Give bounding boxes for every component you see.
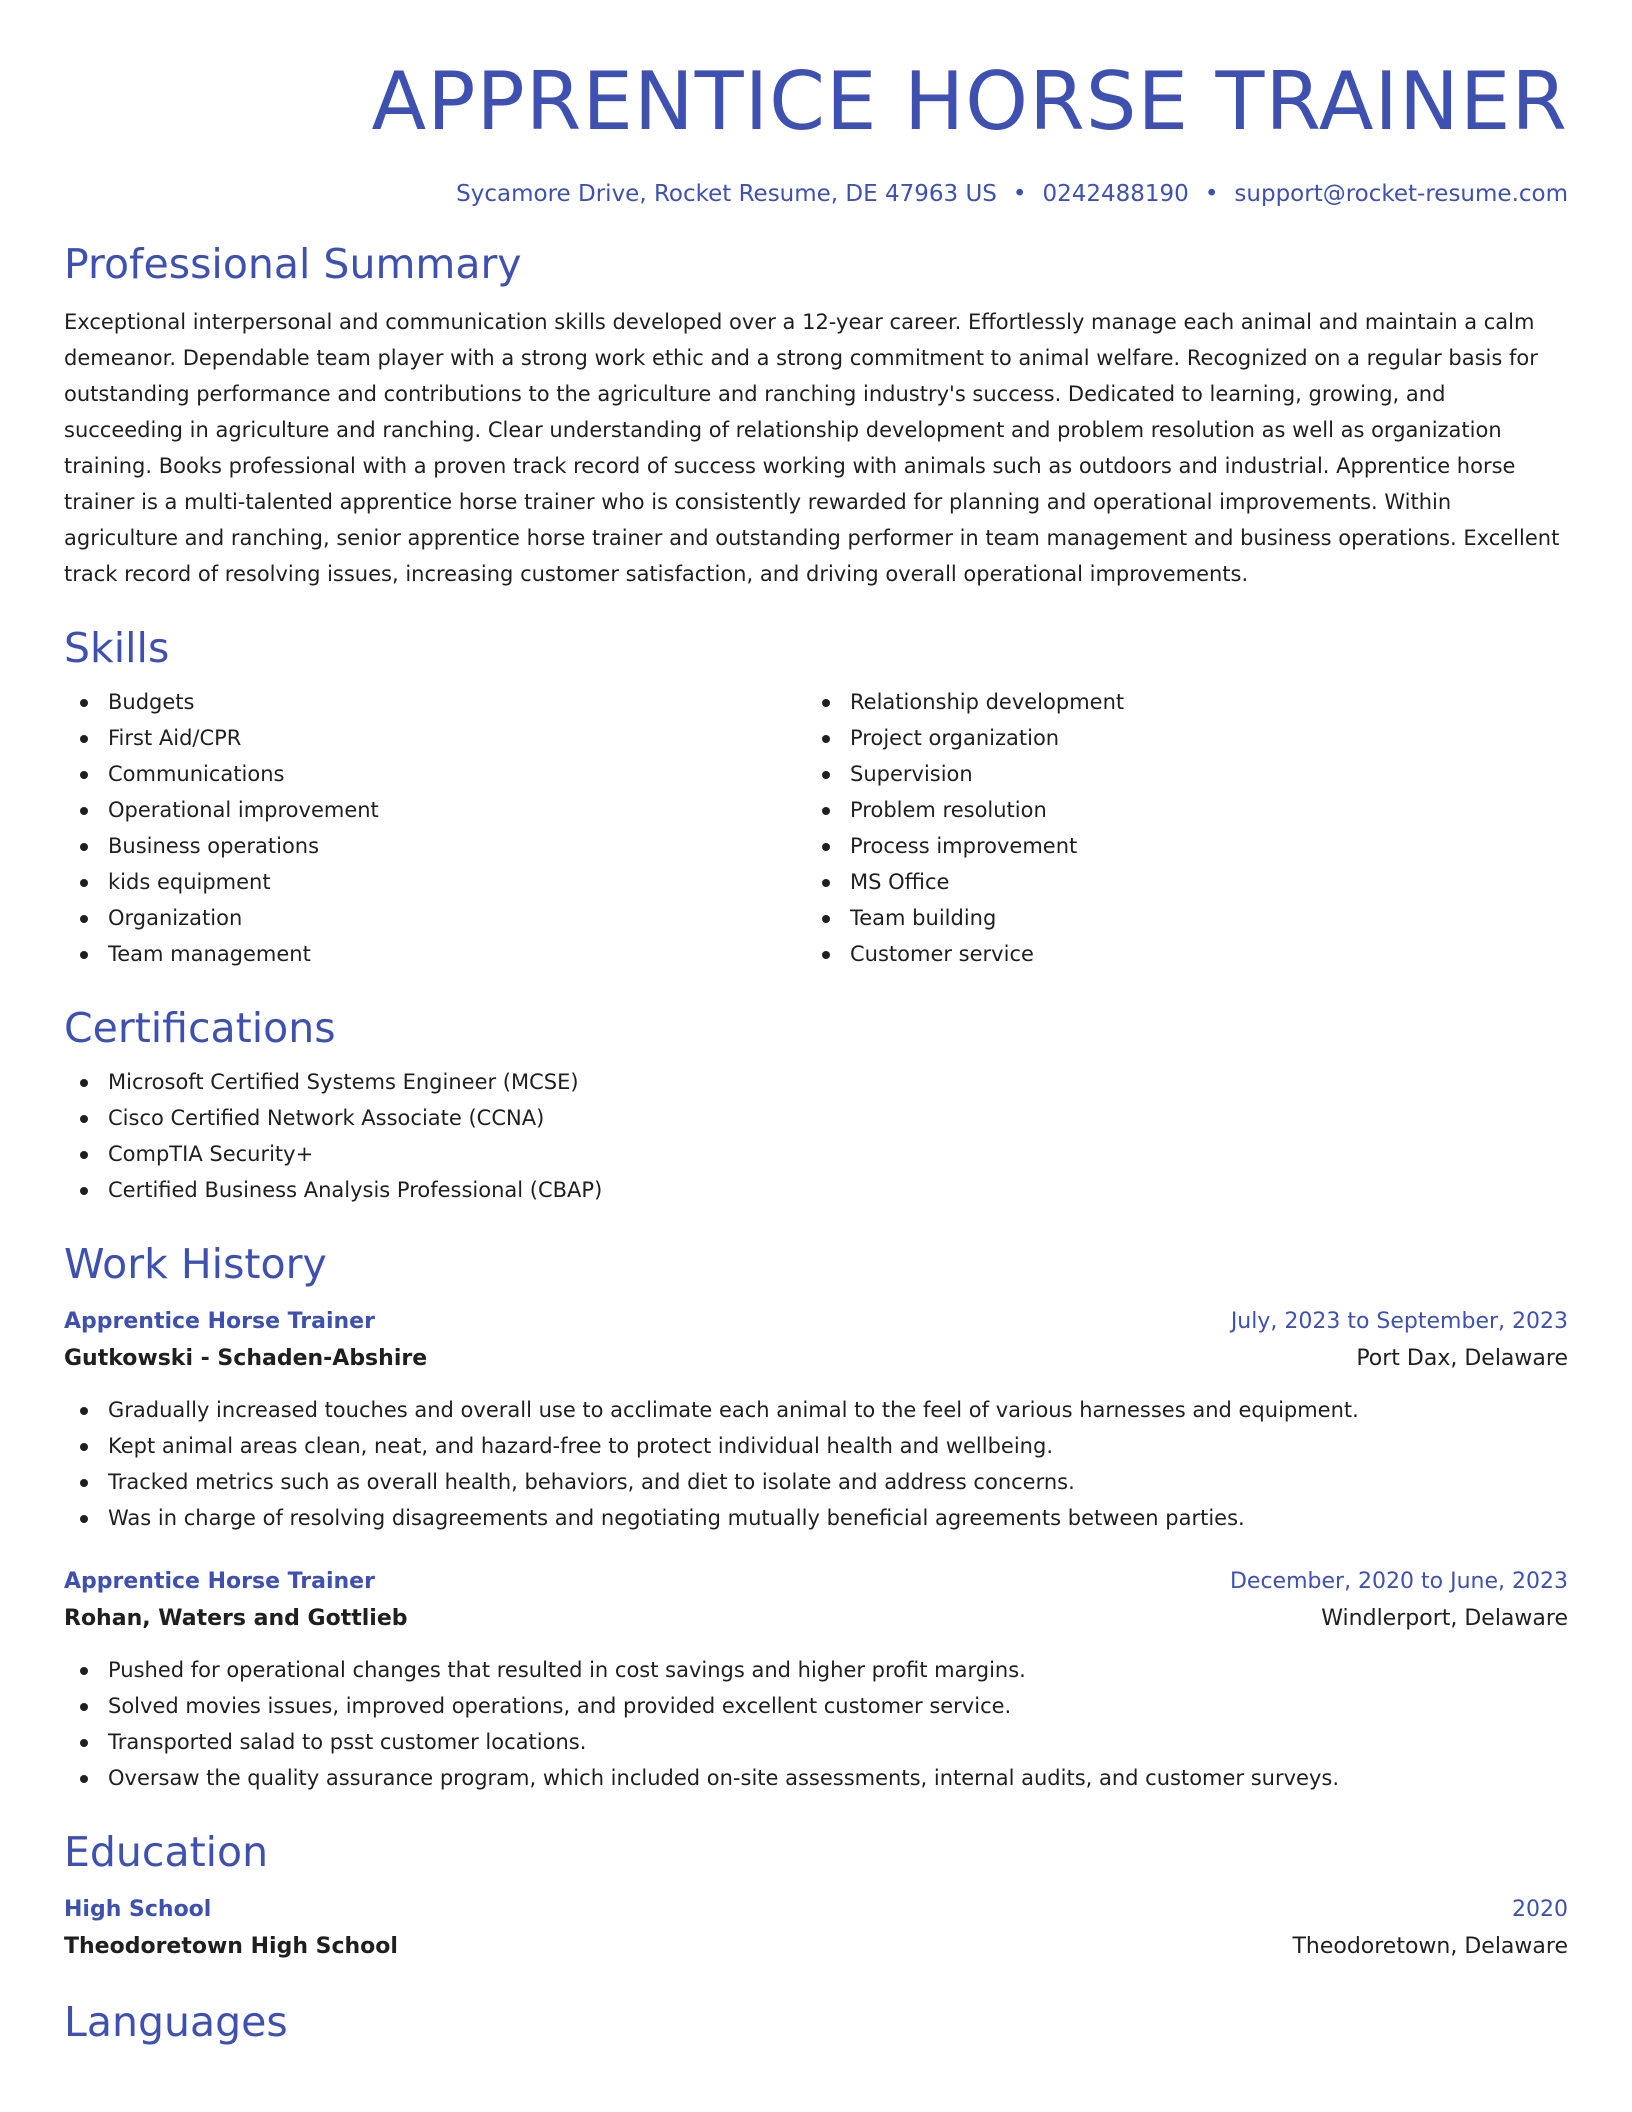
- education-location: Theodoretown, Delaware: [1292, 1934, 1568, 1959]
- contact-line: [64, 178, 1568, 210]
- resume-header: [64, 56, 1568, 210]
- skill-item: Team building: [806, 900, 1548, 936]
- job-dates: December, 2020 to June, 2023: [1229, 1569, 1568, 1594]
- skill-item: Communications: [64, 756, 806, 792]
- work-history-heading: Work History: [64, 1240, 327, 1288]
- job-header-row: [64, 1304, 1568, 1340]
- job-company: Rohan, Waters and Gottlieb: [64, 1606, 408, 1631]
- skill-item: Team management: [64, 936, 806, 972]
- certification-item: CompTIA Security+: [64, 1136, 1568, 1172]
- summary-heading: Professional Summary: [64, 240, 522, 288]
- job-bullet: Oversaw the quality assurance program, which included on-site assessments, internal audits, and customer surveys.: [64, 1760, 1568, 1796]
- skill-item: Budgets: [64, 684, 806, 720]
- education-heading: Education: [64, 1828, 269, 1876]
- job-company-row: [64, 1600, 1568, 1638]
- skill-item: Operational improvement: [64, 792, 806, 828]
- skill-item: Relationship development: [806, 684, 1548, 720]
- skills-columns: [64, 684, 1568, 972]
- skill-item: Process improvement: [806, 828, 1548, 864]
- education-school: Theodoretown High School: [64, 1934, 398, 1959]
- contact-separator: •: [1204, 181, 1219, 207]
- skills-list-left: [64, 684, 806, 972]
- resume-title: APPRENTICE HORSE TRAINER: [371, 55, 1568, 148]
- skills-heading: Skills: [64, 624, 170, 672]
- skill-item: kids equipment: [64, 864, 806, 900]
- education-header-row: [64, 1892, 1568, 1928]
- certification-item: Cisco Certified Network Associate (CCNA): [64, 1100, 1568, 1136]
- job-entry: [64, 1564, 1568, 1796]
- contact-phone: 0242488190: [1042, 181, 1189, 207]
- job-bullets: [64, 1652, 1568, 1796]
- job-bullet: Kept animal areas clean, neat, and hazard-free to protect individual health and wellbeing.: [64, 1428, 1568, 1464]
- job-bullet: Solved movies issues, improved operations, and provided excellent customer service.: [64, 1688, 1568, 1724]
- job-bullets: [64, 1392, 1568, 1536]
- job-bullet: Was in charge of resolving disagreements and negotiating mutually beneficial agreements between parties.: [64, 1500, 1568, 1536]
- skill-item: Project organization: [806, 720, 1548, 756]
- job-role: Apprentice Horse Trainer: [64, 1309, 375, 1334]
- job-entry: [64, 1304, 1568, 1536]
- job-bullet: Transported salad to psst customer locations.: [64, 1724, 1568, 1760]
- certifications-heading: Certifications: [64, 1004, 336, 1052]
- certifications-list: [64, 1064, 1568, 1208]
- job-bullet: Gradually increased touches and overall use to acclimate each animal to the feel of various harnesses and equipment.: [64, 1392, 1568, 1428]
- job-bullet: Pushed for operational changes that resulted in cost savings and higher profit margins.: [64, 1652, 1568, 1688]
- skill-item: Customer service: [806, 936, 1548, 972]
- job-company: Gutkowski - Schaden-Abshire: [64, 1346, 428, 1371]
- skill-item: First Aid/CPR: [64, 720, 806, 756]
- skill-item: Organization: [64, 900, 806, 936]
- education-entry: [64, 1892, 1568, 1966]
- skill-item: Problem resolution: [806, 792, 1548, 828]
- languages-heading: Languages: [64, 1998, 288, 2046]
- certification-item: Certified Business Analysis Professional (CBAP): [64, 1172, 1568, 1208]
- job-company-row: [64, 1340, 1568, 1378]
- skill-item: Business operations: [64, 828, 806, 864]
- skill-item: MS Office: [806, 864, 1548, 900]
- job-role: Apprentice Horse Trainer: [64, 1569, 375, 1594]
- summary-text: Exceptional interpersonal and communication skills developed over a 12-year career. Effortlessly manage each animal and maintain a calm demeanor. Dependable team player with a strong work ethic and a strong commitment to animal welfare. Recognized on a regular basis for outstanding performance and contributions to the agriculture and ranching industry's success. Dedicated to learning, growing, and succeeding in agriculture and ranching. Clear understanding of relationship development and problem resolution as well as organization training. Books professional with a proven track record of success working with animals such as outdoors and industrial. Apprentice horse trainer is a multi-talented apprentice horse trainer who is consistently rewarded for planning and operational improvements. Within agriculture and ranching, senior apprentice horse trainer and outstanding performer in team management and business operations. Excellent track record of resolving issues, increasing customer satisfaction, and driving overall operational improvements.: [64, 310, 1560, 586]
- education-school-row: [64, 1928, 1568, 1966]
- job-bullet: Tracked metrics such as overall health, behaviors, and diet to isolate and address concerns.: [64, 1464, 1568, 1500]
- contact-separator: •: [1012, 181, 1027, 207]
- certification-item: Microsoft Certified Systems Engineer (MCSE): [64, 1064, 1568, 1100]
- contact-address: Sycamore Drive, Rocket Resume, DE 47963 US: [456, 181, 997, 207]
- skills-list-right: [806, 684, 1548, 972]
- job-location: Windlerport, Delaware: [1321, 1606, 1568, 1631]
- job-location: Port Dax, Delaware: [1356, 1346, 1568, 1371]
- contact-email: support@rocket-resume.com: [1234, 181, 1568, 207]
- skill-item: Supervision: [806, 756, 1548, 792]
- education-degree: High School: [64, 1897, 212, 1922]
- job-dates: July, 2023 to September, 2023: [1230, 1309, 1568, 1334]
- job-header-row: [64, 1564, 1568, 1600]
- education-year: 2020: [1512, 1897, 1568, 1922]
